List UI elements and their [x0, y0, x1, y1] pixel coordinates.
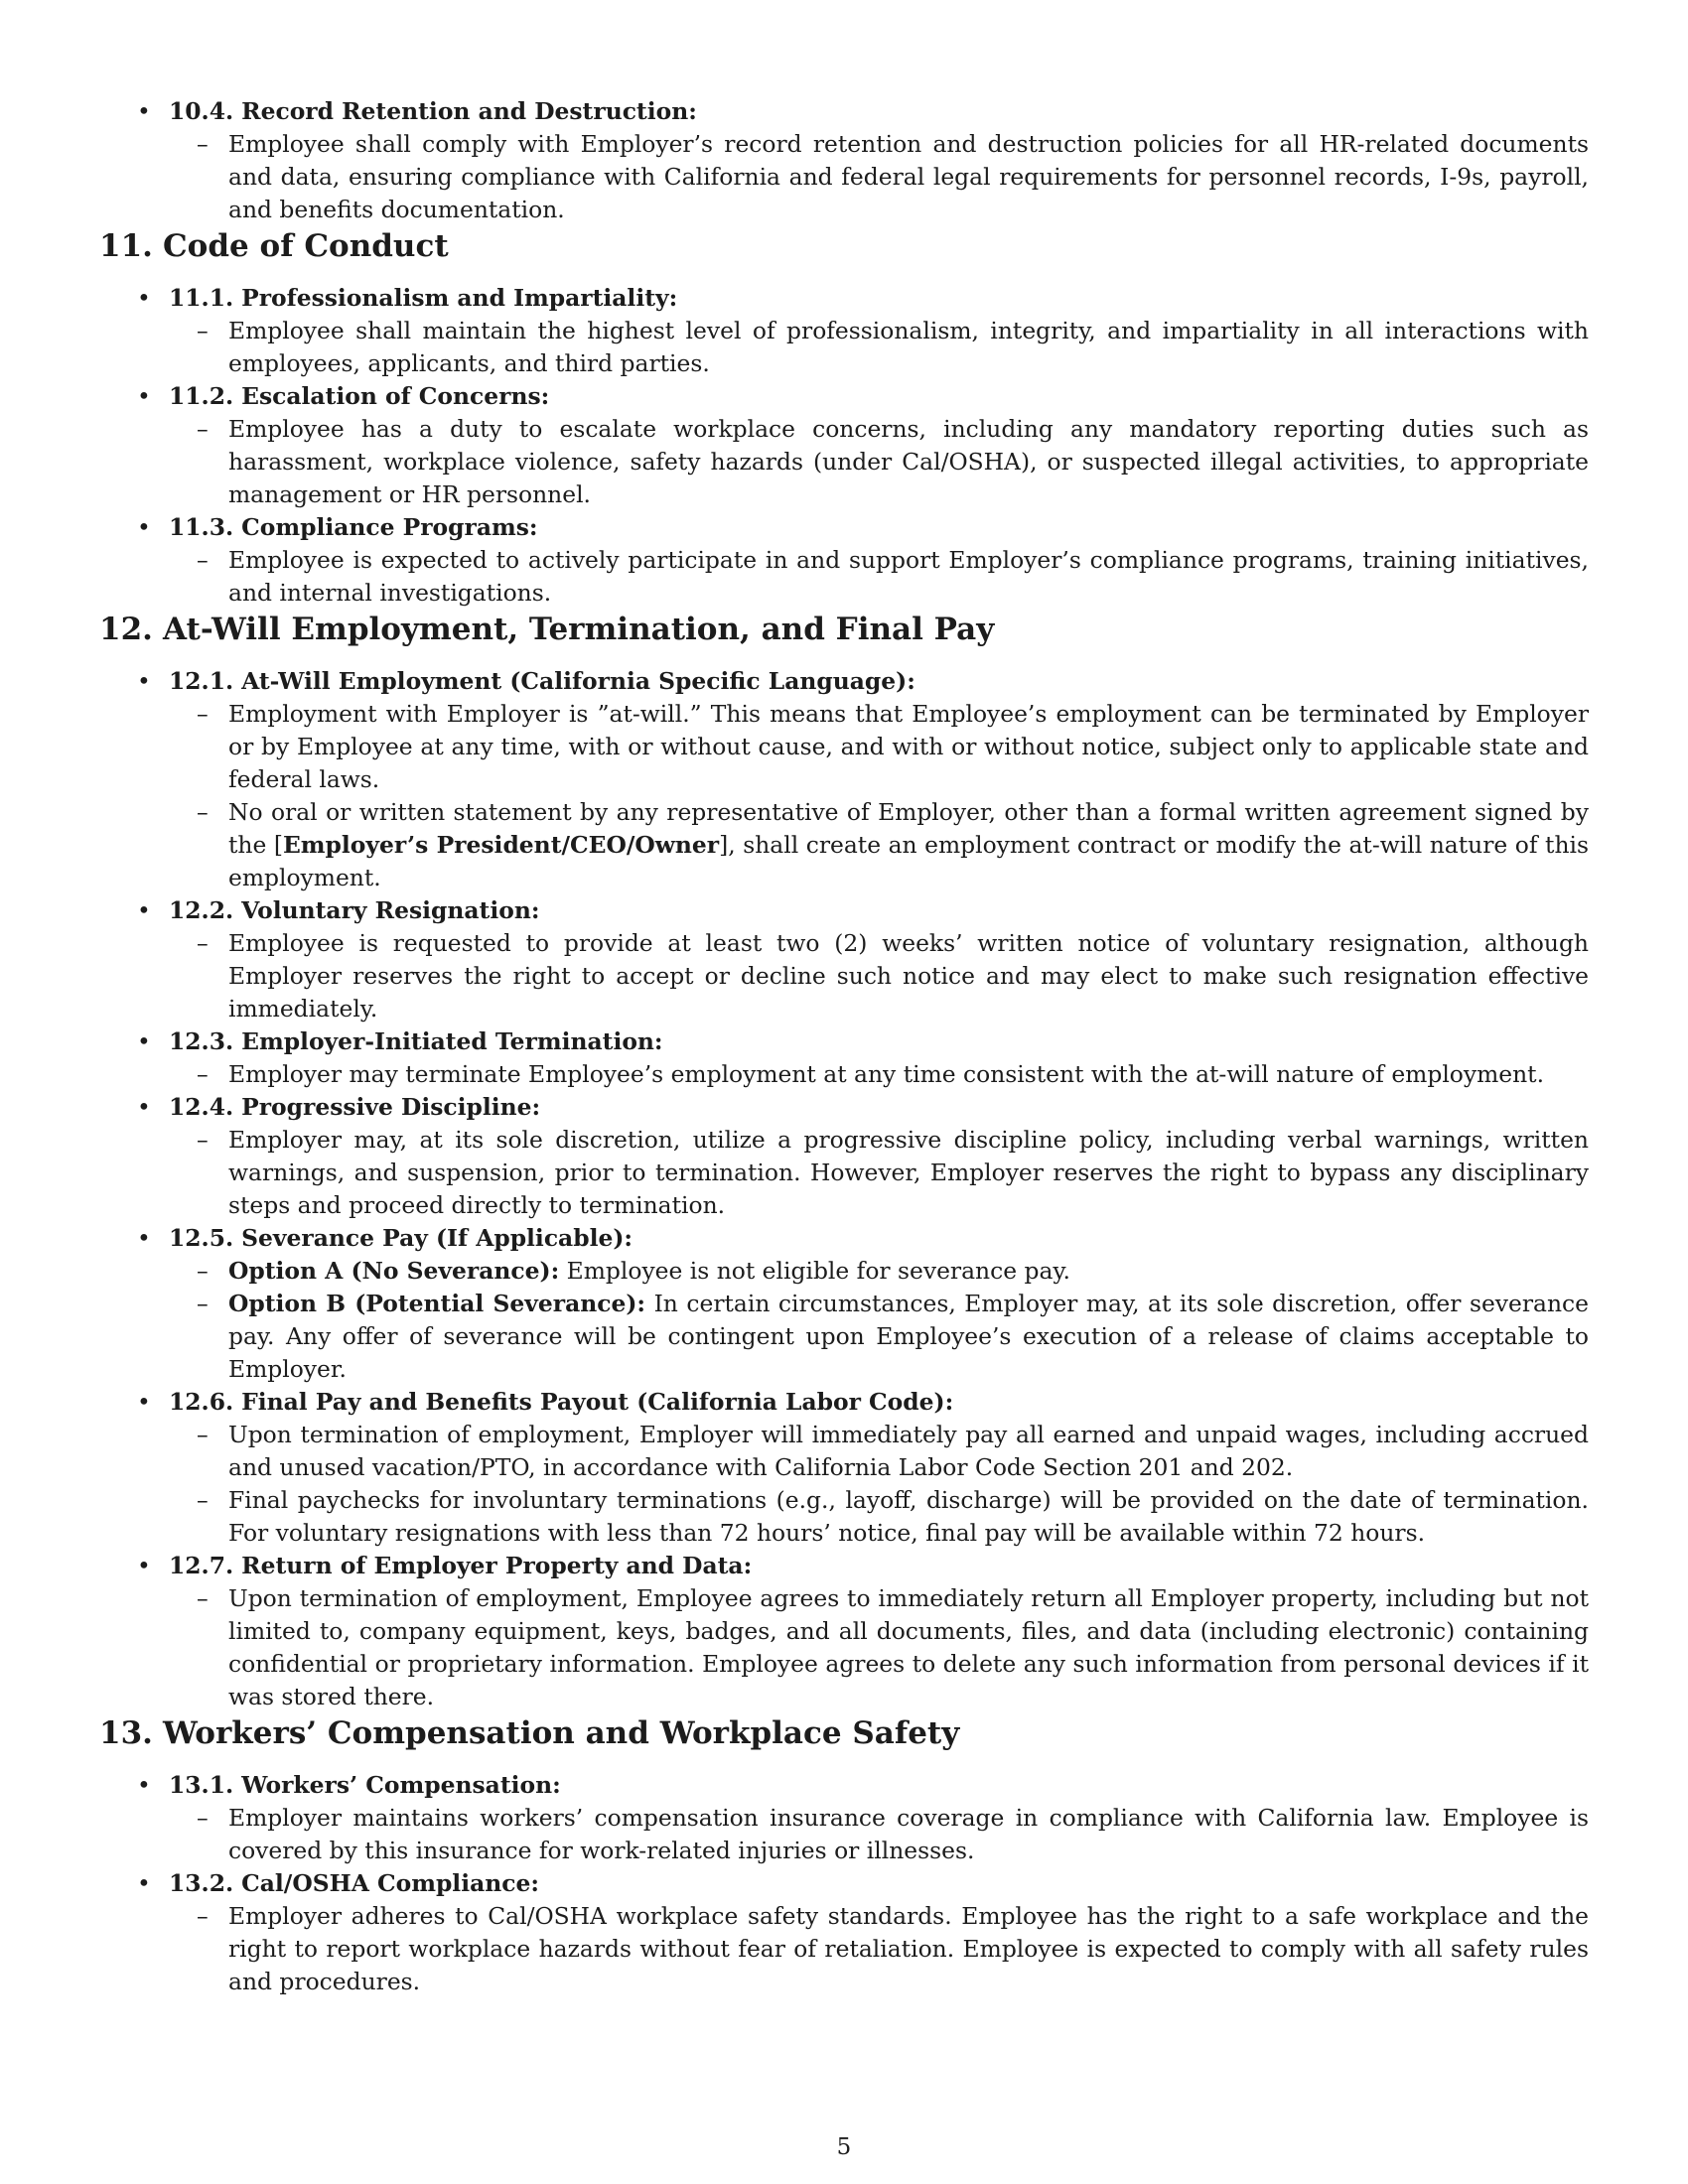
paragraph-text: In certain circumstances, Employer may, at its sole discretion, offer severance pay. Any offer of severance will be contingent upon Employee’s execution of a release of claims acceptable to Employer. — [228, 1290, 1589, 1383]
item-heading — [99, 665, 1589, 698]
item-number: 12.3. — [169, 1027, 234, 1055]
item-number: 12.6. — [169, 1388, 234, 1416]
item-heading — [99, 282, 1589, 315]
list-item — [99, 665, 1589, 894]
section — [99, 95, 1589, 226]
dash-icon: – — [197, 1421, 209, 1448]
section — [99, 1713, 1589, 1998]
sub-item-paragraph — [99, 315, 1589, 380]
sub-item-paragraph — [99, 1124, 1589, 1222]
section-heading — [99, 226, 1589, 266]
list-item — [99, 511, 1589, 610]
item-title: Workers’ Compensation: — [241, 1771, 561, 1799]
sub-item-paragraph — [99, 796, 1589, 894]
paragraph-text: Employer may terminate Employee’s employment at any time consistent with the at-will nature of employment. — [228, 1060, 1545, 1088]
paragraph-text-continued: ], shall create an employment contract or modify the at-will nature of this employment. — [228, 831, 1589, 891]
dash-icon: – — [197, 1902, 209, 1930]
item-title: Professionalism and Impartiality: — [241, 284, 678, 312]
item-number: 11.3. — [169, 513, 234, 541]
item-title: Return of Employer Property and Data: — [241, 1552, 753, 1579]
bullet-icon: • — [137, 1771, 151, 1799]
bullet-icon: • — [137, 1093, 151, 1121]
list-item — [99, 894, 1589, 1025]
item-heading — [99, 95, 1589, 128]
item-title: Employer-Initiated Termination: — [241, 1027, 663, 1055]
list-item — [99, 1222, 1589, 1386]
dash-icon: – — [197, 798, 209, 826]
paragraph-text: Employee is requested to provide at least two (2) weeks’ written notice of voluntary resignation, although Employer reserves the right to accept or decline such notice and may elect to make such resignation effective immediately. — [228, 929, 1589, 1023]
paragraph-text: Employer maintains workers’ compensation insurance coverage in compliance with California law. Employee is covered by this insurance for work-related injuries or illnesses. — [228, 1804, 1589, 1864]
bullet-icon: • — [137, 1388, 151, 1416]
paragraph-text: Employer adheres to Cal/OSHA workplace safety standards. Employee has the right to a safe workplace and the right to report workplace hazards without fear of retaliation. Employee is expected to comply with all safety rules and procedures. — [228, 1902, 1589, 1995]
item-number: 11.1. — [169, 284, 234, 312]
dash-icon: – — [197, 1290, 209, 1317]
item-heading — [99, 1386, 1589, 1419]
item-heading — [99, 1222, 1589, 1255]
item-number: 12.1. — [169, 667, 234, 695]
sub-item-paragraph — [99, 413, 1589, 511]
item-title: At-Will Employment (California Specific Language): — [241, 667, 915, 695]
paragraph-text: Upon termination of employment, Employee agrees to immediately return all Employer property, including but not limited to, company equipment, keys, badges, and all documents, files, and data (including electronic) containing confidential or proprietary information. Employee agrees to delete any such information from personal devices if it was stored there. — [228, 1584, 1589, 1710]
item-number: 12.2. — [169, 896, 234, 924]
item-number: 11.2. — [169, 382, 234, 410]
list-item — [99, 1769, 1589, 1867]
paragraph-text: No oral or written statement by any representative of Employer, other than a formal written agreement signed by the [ — [228, 798, 1589, 859]
option-label: Option B (Potential Severance): — [228, 1290, 646, 1317]
sub-item-paragraph — [99, 1582, 1589, 1713]
page-number: 5 — [836, 2134, 852, 2160]
list-item — [99, 282, 1589, 380]
item-title: Severance Pay (If Applicable): — [241, 1224, 633, 1252]
paragraph-text: Upon termination of employment, Employer will immediately pay all earned and unpaid wages, including accrued and unused vacation/PTO, in accordance with California Labor Code Section 201 and 202. — [228, 1421, 1589, 1481]
item-title: Voluntary Resignation: — [241, 896, 540, 924]
bullet-icon: • — [137, 1224, 151, 1252]
item-heading — [99, 894, 1589, 927]
item-heading — [99, 511, 1589, 544]
sub-item-paragraph — [99, 544, 1589, 610]
bullet-icon: • — [137, 1869, 151, 1897]
section-heading — [99, 1713, 1589, 1753]
item-heading — [99, 380, 1589, 413]
section — [99, 226, 1589, 610]
item-title: Compliance Programs: — [241, 513, 538, 541]
section-title: Workers’ Compensation and Workplace Safety — [163, 1715, 960, 1751]
sub-item-paragraph — [99, 1419, 1589, 1484]
bullet-icon: • — [137, 513, 151, 541]
section-title: At-Will Employment, Termination, and Final Pay — [163, 612, 995, 647]
list-item — [99, 1867, 1589, 1998]
sub-item-paragraph — [99, 1255, 1589, 1288]
dash-icon: – — [197, 929, 209, 957]
item-title: Progressive Discipline: — [241, 1093, 541, 1121]
paragraph-text: Employee has a duty to escalate workplace concerns, including any mandatory reporting duties such as harassment, workplace violence, safety hazards (under Cal/OSHA), or suspected illegal activities, to appropriate management or HR personnel. — [228, 415, 1589, 508]
item-heading — [99, 1550, 1589, 1582]
document-body — [99, 95, 1589, 1998]
item-heading — [99, 1769, 1589, 1802]
option-label: Option A (No Severance): — [228, 1257, 560, 1285]
item-number: 13.1. — [169, 1771, 234, 1799]
section — [99, 610, 1589, 1713]
bullet-icon: • — [137, 1552, 151, 1579]
dash-icon: – — [197, 317, 209, 344]
sub-item-paragraph — [99, 1802, 1589, 1867]
paragraph-text: Employee shall comply with Employer’s record retention and destruction policies for all HR-related documents and data, ensuring compliance with California and federal legal requirements for personnel records, I-9s, payroll, and benefits documentation. — [228, 130, 1589, 223]
list-item — [99, 380, 1589, 511]
dash-icon: – — [197, 546, 209, 574]
dash-icon: – — [197, 1060, 209, 1088]
section-heading — [99, 610, 1589, 649]
dash-icon: – — [197, 700, 209, 728]
dash-icon: – — [197, 1126, 209, 1154]
list-item — [99, 1025, 1589, 1091]
item-title: Record Retention and Destruction: — [241, 97, 697, 125]
paragraph-text: Employee shall maintain the highest level of professionalism, integrity, and impartiality in all interactions with employees, applicants, and third parties. — [228, 317, 1589, 377]
dash-icon: – — [197, 415, 209, 443]
section-number: 11. — [99, 228, 153, 264]
dash-icon: – — [197, 130, 209, 158]
list-item — [99, 1550, 1589, 1713]
sub-item-paragraph — [99, 698, 1589, 796]
item-heading — [99, 1091, 1589, 1124]
item-title: Escalation of Concerns: — [241, 382, 550, 410]
item-number: 12.7. — [169, 1552, 234, 1579]
item-title: Final Pay and Benefits Payout (California Labor Code): — [241, 1388, 954, 1416]
dash-icon: – — [197, 1584, 209, 1612]
sub-item-paragraph — [99, 1058, 1589, 1091]
item-title: Cal/OSHA Compliance: — [241, 1869, 540, 1897]
item-number: 12.4. — [169, 1093, 234, 1121]
paragraph-text: Employee is not eligible for severance pay. — [559, 1257, 1070, 1285]
item-number: 12.5. — [169, 1224, 234, 1252]
bullet-icon: • — [137, 896, 151, 924]
dash-icon: – — [197, 1804, 209, 1832]
dash-icon: – — [197, 1257, 209, 1285]
section-number: 12. — [99, 612, 153, 647]
bullet-icon: • — [137, 97, 151, 125]
list-item — [99, 1091, 1589, 1222]
sub-item-paragraph — [99, 1484, 1589, 1550]
section-number: 13. — [99, 1715, 153, 1751]
item-number: 10.4. — [169, 97, 234, 125]
bullet-icon: • — [137, 284, 151, 312]
paragraph-text: Employment with Employer is ”at-will.” This means that Employee’s employment can be terminated by Employer or by Employee at any time, with or without cause, and with or without notice, subject only to applicable state and federal laws. — [228, 700, 1589, 793]
sub-item-paragraph — [99, 1900, 1589, 1998]
dash-icon: – — [197, 1486, 209, 1514]
bullet-icon: • — [137, 1027, 151, 1055]
paragraph-text: Employee is expected to actively participate in and support Employer’s compliance programs, training initiatives, and internal investigations. — [228, 546, 1589, 607]
list-item — [99, 95, 1589, 226]
item-heading — [99, 1025, 1589, 1058]
bullet-icon: • — [137, 382, 151, 410]
paragraph-text: Employer may, at its sole discretion, utilize a progressive discipline policy, including verbal warnings, written warnings, and suspension, prior to termination. However, Employer reserves the right to bypass any disciplinary steps and proceed directly to termination. — [228, 1126, 1589, 1219]
placeholder-text: Employer’s President/CEO/Owner — [282, 831, 720, 859]
bullet-icon: • — [137, 667, 151, 695]
sub-item-paragraph — [99, 927, 1589, 1025]
item-heading — [99, 1867, 1589, 1900]
section-title: Code of Conduct — [163, 228, 449, 264]
sub-item-paragraph — [99, 1288, 1589, 1386]
paragraph-text: Final paychecks for involuntary terminations (e.g., layoff, discharge) will be provided on the date of termination. For voluntary resignations with less than 72 hours’ notice, final pay will be available within 72 hours. — [228, 1486, 1589, 1547]
list-item — [99, 1386, 1589, 1550]
item-number: 13.2. — [169, 1869, 234, 1897]
sub-item-paragraph — [99, 128, 1589, 226]
